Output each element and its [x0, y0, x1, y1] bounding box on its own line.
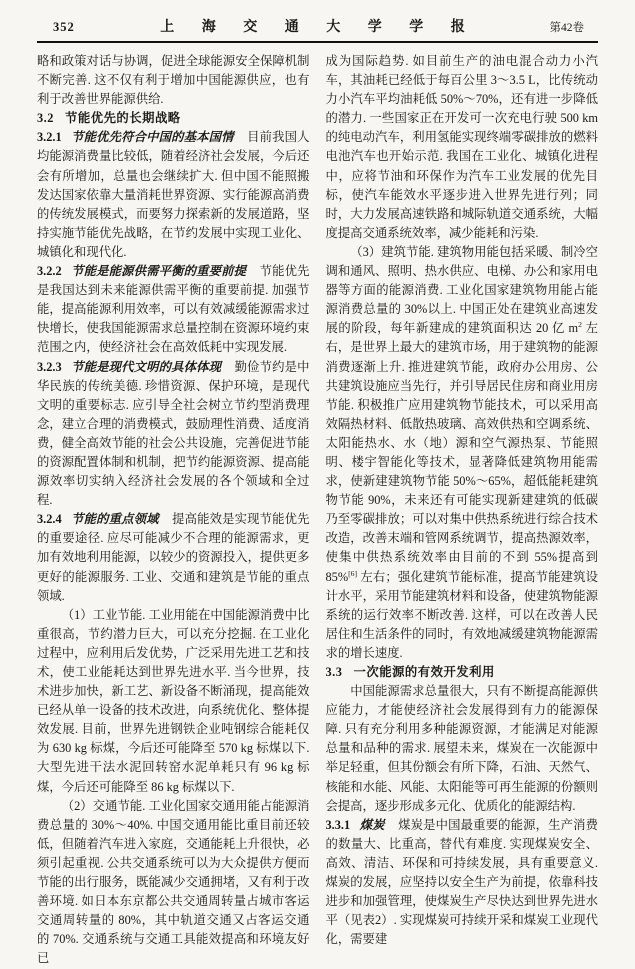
section-title: 一次能源的有效开发利用: [353, 665, 495, 679]
subsection-number: 3.2.2: [37, 264, 62, 279]
header-rule: [37, 41, 598, 43]
paragraph: 中国能源需求总量很大，只有不断提高能源供应能力，才能使经济社会发展得到有力的能源保障. 只有充分利用多种能源资源，才能满足对能源总量和品种的需求. 展望未来，煤炭在一次能源中举足轻重，但其份额会有所下降，石油、天然气、核能和水能、风能、太阳能等可再生能源的份额则会提高，逐步形成多元化、优质化的能源结构.: [325, 684, 598, 813]
section-number: 3.2: [37, 111, 54, 126]
section-title: 节能优先的长期战略: [65, 111, 181, 126]
subsection: 3.2.1 节能优先符合中国的基本国情 目前我国人均能源消费量比较低，随着经济社会发展，今后还会有所增加，总量也会继续扩大. 但中国不能照搬发达国家依靠大量消耗世界资源、实行能源高消费的传统发展模式，而要努力探索新的发展道路，坚持实施节能优先战略，在节约发展中实现工业化、城镇化和现代化.: [37, 130, 310, 259]
column-left: [37, 52, 310, 969]
subsection: 3.2.3 节能是现代文明的具体体现 勤俭节约是中华民族的传统美德. 珍惜资源、保护环境，是现代文明的重要标志. 应引导全社会树立节约型消费理念，建立合理的消费模式，鼓励理性消费、适度消费，健全高效节能的社会公共设施，完善促进节能的资源配置体制和机制，把节约能源资源、提高能源效率切实纳入经济社会发展的各个领域和全过程.: [37, 359, 310, 508]
superscript: [6]: [348, 568, 358, 578]
paragraph: （2）交通节能. 工业化国家交通用能占能源消费总量的 30%～40%. 中国交通用能比重目前还较低，但随着汽车进入家庭，交通能耗上升很快，必须引起重视. 公共交通系统可以为大众提供方便而节能的出行服务，既能减少交通拥堵，又有利于改善环境. 如日本东京都公共交通周转量占城市客运交通周转量的 80%，其中轨道交通又占客运交通的 70%. 交通系统与交通工具能效提高和环境友好已: [37, 798, 310, 966]
page-number: 352: [53, 20, 75, 34]
subsection-number: 3.2.1: [37, 130, 62, 145]
subsection-title: 节能优先符合中国的基本国情: [70, 130, 234, 145]
subsection-number: 3.2.4: [37, 512, 62, 527]
subsection: 3.2.4 节能的重点领域 提高能效是实现节能优先的重要途径. 应尽可能减少不合理的能源需求，更加有效地利用能源，以较少的资源投入，提供更多更好的能源服务. 工业、交通和建筑是节能的重点领域.: [37, 512, 310, 603]
text-columns: [37, 52, 598, 969]
journal-title: 上 海 交 通 大 学 学 报: [160, 20, 477, 35]
column-right: [326, 52, 599, 969]
subsection-title: 节能是现代文明的具体体现: [70, 359, 222, 374]
subsection-title: 节能是能源供需平衡的重要前提: [70, 264, 247, 279]
paragraph: 成为国际趋势. 如目前生产的油电混合动力小汽车，其油耗已经低于每百公里 3～3.5 L，比传统动力小汽车平均油耗低 50%～70%，还有进一步降低的潜力. 一些国家正在开发可一次充电行驶 500 km 的纯电动汽车，利用氢能实现终端零碳排放的燃料电池汽车也开始示范. 我国在工业化、城镇化进程中，应将节油和环保作为汽车工业发展的优先目标，使汽车能效水平逐步进入世界先进行列；同时，大力发展高速铁路和城际轨道交通系统，大幅度提高交通系统效率，减少能耗和污染.: [325, 54, 598, 240]
subsection-title: 节能的重点领域: [70, 512, 159, 527]
subsection: 3.2.2 节能是能源供需平衡的重要前提 节能优先是我国达到未来能源供需平衡的重要前提. 加强节能，提高能源利用效率，可以有效减缓能源需求过快增长，使我国能源需求总量控制在资源环境约束范围之内，使经济社会在高效低耗中实现发展.: [37, 264, 310, 355]
subsection-title: 煤炭: [359, 817, 385, 832]
page-header: [37, 16, 598, 36]
subsection-number: 3.3.1: [325, 817, 351, 832]
subsection: 3.3.1 煤炭 煤炭是中国最重要的能源，生产消费的数量大、比重高，替代有难度. 实现煤炭安全、高效、清洁、环保和可持续发展，具有重要意义. 煤炭的发展，应坚持以安全生产为前提，依靠科技进步和加强管理，使煤炭生产尽快达到世界先进水平（见表2）. 实现煤炭可持续开采和煤炭工业现代化，需要建: [325, 817, 599, 947]
section-number: 3.3: [325, 665, 343, 679]
volume-label: 第42卷: [549, 22, 584, 34]
section-heading: [326, 663, 599, 682]
paragraph: （3）建筑节能. 建筑物用能包括采暖、制冷空调和通风、照明、热水供应、电梯、办公和家用电器等方面的能源消费. 工业化国家建筑物用能占能源消费总量的 30%以上. 中国正处在建筑业高速发展的阶段，每年新建成的建筑面积达 20 亿 $m^2$ 左右，是世界上最大的建筑市场，用于建筑物的能源消费逐渐上升. 推进建筑节能，政府办公用房、公共建筑设施应当先行，并引导居民住房和商业用房节能. 积极推广应用建筑物节能技术，可以采用高效隔热材料、低散热玻璃、高效供热和空调系统、太阳能热水、水（地）源和空气源热泵、节能照明、楼宇智能化等技术，显著降低建筑物用能需求，使新建建筑物节能 50%～65%，超低能耗建筑物节能 90%，未来还有可能实现新建建筑的低碳乃至零碳排放；可以对集中供热系统进行综合技术改造，改善末端和管网系统调节，提高热源效率，使集中供热系统效率由目前的不到 55%提高到 85%[6] 左右；强化建筑节能标准，提高节能建筑设计水平，采用节能建筑材料和设备，使建筑物能源系统的运行效率不断改善. 这样，可以在改善人民居住和生活条件的同时，有效地减缓建筑物能源需求的增长速度.: [325, 244, 598, 660]
superscript: 2: [578, 320, 582, 330]
subsection-number: 3.2.3: [37, 359, 62, 374]
section-heading: [37, 109, 310, 128]
paragraph: 略和政策对话与协调，促进全球能源安全保障机制不断完善. 这不仅有利于增加中国能源供应，也有利于改善世界能源供给.: [37, 54, 310, 107]
paragraph: （1）工业节能. 工业用能在中国能源消费中比重很高，节约潜力巨大，可以充分挖掘. 在工业化过程中，应利用后发优势，广泛采用先进工艺和技术，使工业能耗达到世界先进水平. 当今世界，技术进步加快，新工艺、新设备不断涌现，提高能效已经从单一设备的技术改进，向系统优化、整体提效发展. 目前，世界先进钢铁企业吨钢综合能耗仅为 630 kg 标煤，今后还可能降至 570 kg 标煤以下. 大型先进干法水泥回转窑水泥单耗只有 96 kg 标煤，今后还可能降至 86 kg 标煤以下.: [37, 607, 310, 794]
